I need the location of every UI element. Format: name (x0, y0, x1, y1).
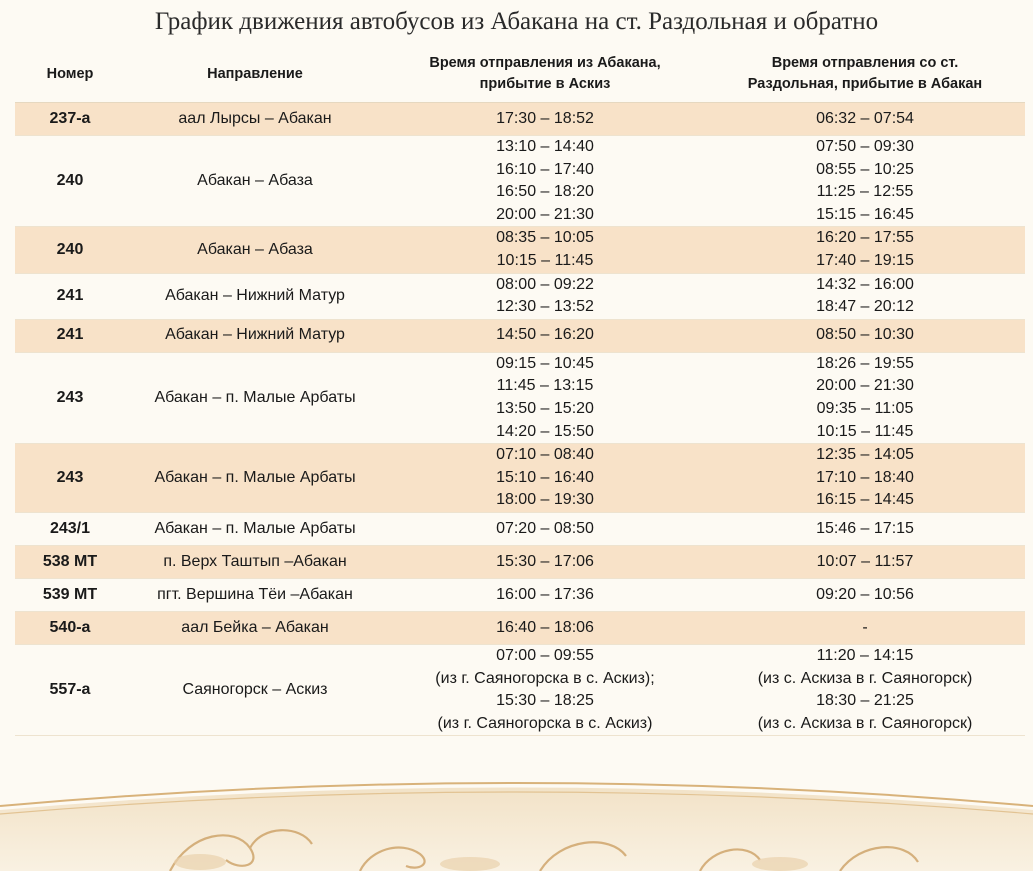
departure-from-razdolnaya (705, 545, 1025, 578)
time-line: 07:10 – 08:40 (496, 446, 594, 464)
time-line: 16:20 – 17:55 (816, 229, 914, 247)
time-line: 20:00 – 21:30 (496, 205, 594, 223)
route-direction: п. Верх Таштып –Абакан (125, 545, 385, 578)
time-line: 18:00 – 19:30 (496, 491, 594, 509)
route-direction: Абакан – Нижний Матур (125, 273, 385, 319)
route-number: 243 (15, 352, 125, 443)
header-departure-razdolnaya (705, 46, 1025, 103)
route-direction: Саяногорск – Аскиз (125, 644, 385, 735)
time-line: 09:15 – 10:45 (496, 354, 594, 372)
time-line: 17:40 – 19:15 (816, 251, 914, 269)
time-line: 08:35 – 10:05 (496, 229, 594, 247)
departure-from-razdolnaya (705, 227, 1025, 273)
time-line: 18:30 – 21:25 (816, 692, 914, 710)
time-line: 12:35 – 14:05 (816, 446, 914, 464)
time-line: (из с. Аскиза в г. Саяногорск) (757, 714, 973, 732)
route-number: 243 (15, 444, 125, 513)
time-line: 08:55 – 10:25 (816, 160, 914, 178)
departure-from-abakan (385, 136, 705, 227)
time-line: 14:32 – 16:00 (816, 275, 914, 293)
route-direction: Абакан – Абаза (125, 227, 385, 273)
departure-from-abakan (385, 545, 705, 578)
departure-from-abakan (385, 227, 705, 273)
time-line: 15:30 – 17:06 (496, 552, 594, 570)
table-row (15, 103, 1025, 136)
time-line: 10:07 – 11:57 (816, 552, 914, 570)
route-number: 540-а (15, 611, 125, 644)
route-direction: пгт. Вершина Тёи –Абакан (125, 578, 385, 611)
route-number: 241 (15, 319, 125, 352)
time-line: 11:25 – 12:55 (816, 183, 914, 201)
table-body (15, 103, 1025, 736)
departure-from-razdolnaya (705, 644, 1025, 735)
time-line: 16:10 – 17:40 (496, 160, 594, 178)
route-number: 243/1 (15, 512, 125, 545)
time-line: 17:30 – 18:52 (496, 109, 594, 127)
time-line: 07:20 – 08:50 (496, 519, 594, 537)
table-row (15, 545, 1025, 578)
time-line: 08:00 – 09:22 (496, 275, 594, 293)
time-line: 11:45 – 13:15 (496, 377, 594, 395)
departure-from-abakan (385, 103, 705, 136)
departure-from-razdolnaya (705, 103, 1025, 136)
route-number: 557-а (15, 644, 125, 735)
time-line: 11:20 – 14:15 (816, 646, 914, 664)
header-departure-abakan (385, 46, 705, 103)
time-line: 17:10 – 18:40 (816, 468, 914, 486)
departure-from-razdolnaya (705, 611, 1025, 644)
bus-schedule-table (15, 46, 1025, 736)
departure-from-abakan (385, 578, 705, 611)
time-line: 16:40 – 18:06 (496, 618, 594, 636)
table-row (15, 512, 1025, 545)
route-direction: Абакан – п. Малые Арбаты (125, 512, 385, 545)
route-number: 241 (15, 273, 125, 319)
time-line: (из г. Саяногорска в с. Аскиз); (435, 669, 655, 687)
decorative-ornament (0, 770, 1033, 871)
table-row (15, 136, 1025, 227)
departure-from-razdolnaya (705, 578, 1025, 611)
time-line: 06:32 – 07:54 (816, 109, 914, 127)
time-line: 13:10 – 14:40 (496, 138, 594, 155)
route-direction: аал Лырсы – Абакан (125, 103, 385, 136)
time-line: 15:46 – 17:15 (816, 519, 914, 537)
header-departure-abakan-line1: Время отправления из Абакана, (429, 55, 661, 71)
departure-from-razdolnaya (705, 136, 1025, 227)
route-number: 240 (15, 136, 125, 227)
time-line: 20:00 – 21:30 (816, 377, 914, 395)
header-departure-abakan-line2: прибытие в Аскиз (479, 76, 611, 92)
departure-from-abakan (385, 444, 705, 513)
route-direction: Абакан – п. Малые Арбаты (125, 444, 385, 513)
departure-from-abakan (385, 611, 705, 644)
time-line: 09:35 – 11:05 (816, 399, 914, 417)
time-line: 10:15 – 11:45 (816, 422, 914, 440)
table-row (15, 644, 1025, 735)
departure-from-razdolnaya (705, 319, 1025, 352)
header-departure-razdolnaya-line1: Время отправления со ст. (771, 55, 959, 71)
time-line: (из с. Аскиза в г. Саяногорск) (757, 669, 973, 687)
header-number: Номер (15, 46, 125, 103)
time-line: 16:15 – 14:45 (816, 491, 914, 509)
time-line: 10:15 – 11:45 (496, 251, 594, 269)
header-direction: Направление (125, 46, 385, 103)
header-departure-razdolnaya-line2: Раздольная, прибытие в Абакан (747, 76, 983, 92)
time-line: 15:15 – 16:45 (816, 205, 914, 223)
time-line: 15:10 – 16:40 (496, 468, 594, 486)
time-line: 16:50 – 18:20 (496, 183, 594, 201)
departure-from-razdolnaya (705, 273, 1025, 319)
time-line: 09:20 – 10:56 (816, 585, 914, 603)
departure-from-abakan (385, 644, 705, 735)
table-row (15, 352, 1025, 443)
departure-from-abakan (385, 512, 705, 545)
route-direction: аал Бейка – Абакан (125, 611, 385, 644)
time-line: 08:50 – 10:30 (816, 326, 914, 344)
route-direction: Абакан – Нижний Матур (125, 319, 385, 352)
table-row (15, 444, 1025, 513)
table-row (15, 227, 1025, 273)
time-line: (из г. Саяногорска в с. Аскиз) (437, 714, 653, 732)
table-header-row (15, 46, 1025, 103)
time-line: 14:20 – 15:50 (496, 422, 594, 440)
time-line: 18:26 – 19:55 (816, 354, 914, 372)
time-line: - (862, 618, 868, 636)
table-row (15, 611, 1025, 644)
time-line: 15:30 – 18:25 (496, 692, 594, 710)
time-line: 13:50 – 15:20 (496, 399, 594, 417)
route-direction: Абакан – п. Малые Арбаты (125, 352, 385, 443)
table-row (15, 578, 1025, 611)
time-line: 07:50 – 09:30 (816, 138, 914, 155)
time-line: 07:00 – 09:55 (496, 646, 594, 664)
table-row (15, 319, 1025, 352)
time-line: 18:47 – 20:12 (816, 298, 914, 316)
departure-from-abakan (385, 319, 705, 352)
departure-from-razdolnaya (705, 444, 1025, 513)
departure-from-abakan (385, 352, 705, 443)
route-direction: Абакан – Абаза (125, 136, 385, 227)
time-line: 14:50 – 16:20 (496, 326, 594, 344)
departure-from-razdolnaya (705, 352, 1025, 443)
route-number: 237-а (15, 103, 125, 136)
page-title: График движения автобусов из Абакана на ст. Раздольная и обратно (154, 8, 879, 35)
time-line: 12:30 – 13:52 (496, 298, 594, 316)
route-number: 539 МТ (15, 578, 125, 611)
table-row (15, 273, 1025, 319)
route-number: 240 (15, 227, 125, 273)
route-number: 538 МТ (15, 545, 125, 578)
time-line: 16:00 – 17:36 (496, 585, 594, 603)
departure-from-abakan (385, 273, 705, 319)
departure-from-razdolnaya (705, 512, 1025, 545)
